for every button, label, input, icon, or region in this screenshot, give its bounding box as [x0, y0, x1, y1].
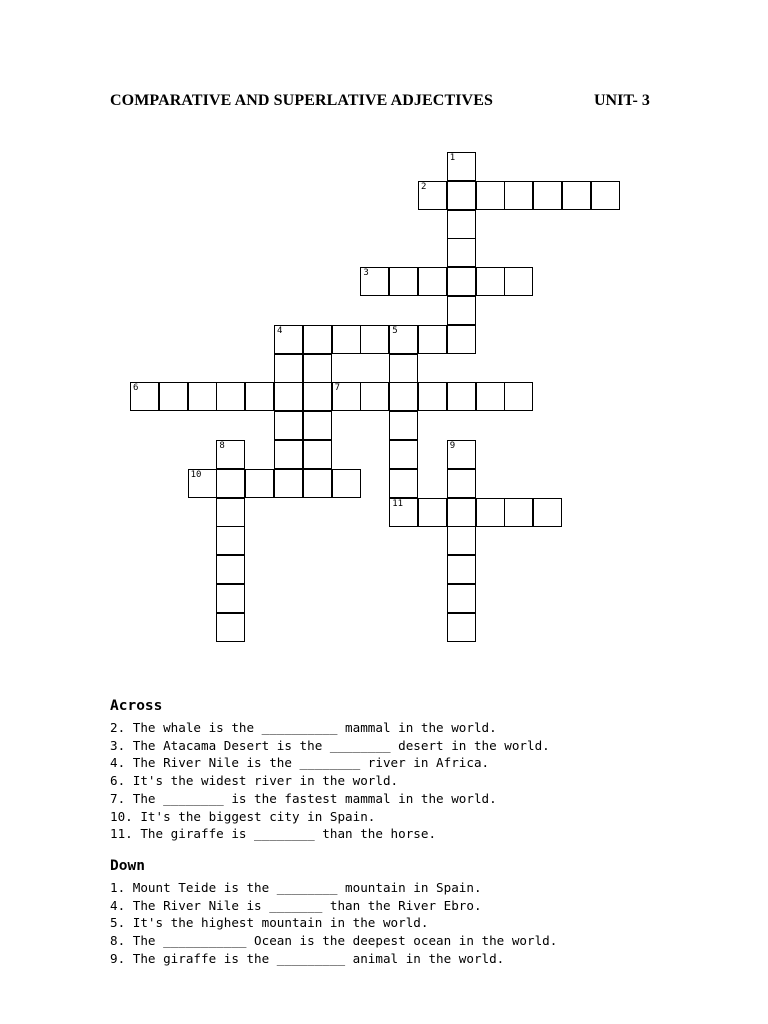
grid-cell[interactable] — [504, 267, 533, 296]
grid-cell[interactable] — [389, 354, 418, 383]
clue-item: 6. It's the widest river in the world. — [110, 773, 399, 789]
grid-cell[interactable] — [245, 382, 274, 411]
down-heading: Down — [110, 858, 145, 874]
clue-item: 1. Mount Teide is the ________ mountain in Spain. — [110, 880, 482, 895]
grid-cell[interactable] — [418, 382, 447, 411]
cell-number: 3 — [363, 268, 369, 279]
grid-cell[interactable] — [476, 498, 505, 527]
grid-cell[interactable] — [188, 382, 217, 411]
grid-cell[interactable] — [447, 613, 476, 642]
grid-cell[interactable] — [216, 526, 245, 555]
grid-cell[interactable] — [447, 296, 476, 325]
grid-cell[interactable] — [245, 469, 274, 498]
clue-item: 7. The ________ is the fastest mammal in the world. — [110, 790, 497, 806]
grid-cell[interactable] — [476, 382, 505, 411]
grid-cell[interactable] — [447, 469, 476, 498]
grid-cell[interactable] — [188, 469, 217, 498]
grid-cell[interactable] — [216, 555, 245, 584]
grid-cell[interactable] — [303, 440, 332, 469]
grid-cell[interactable] — [504, 498, 533, 527]
grid-cell[interactable] — [447, 181, 476, 210]
grid-cell[interactable] — [216, 382, 245, 411]
grid-cell[interactable] — [274, 382, 303, 411]
unit-label: UNIT- 3 — [594, 92, 650, 109]
grid-cell[interactable] — [332, 325, 361, 354]
grid-cell[interactable] — [389, 325, 418, 354]
grid-cell[interactable] — [504, 382, 533, 411]
grid-cell[interactable] — [216, 440, 245, 469]
grid-cell[interactable] — [389, 498, 418, 527]
grid-cell[interactable] — [303, 469, 332, 498]
clue-item: 10. It's the biggest city in Spain. — [110, 808, 376, 824]
cell-number: 8 — [219, 441, 225, 451]
grid-cell[interactable] — [389, 411, 418, 440]
clue-item: 4. The River Nile is the ________ river in Africa. — [110, 755, 490, 771]
across-heading: Across — [110, 698, 163, 714]
grid-cell[interactable] — [360, 382, 389, 411]
clue-item: 9. The giraffe is the _________ animal in the world. — [110, 950, 505, 966]
worksheet-title: COMPARATIVE AND SUPERLATIVE ADJECTIVES — [110, 92, 493, 109]
cell-number: 9 — [449, 441, 456, 451]
clue-item: 8. The ___________ Ocean is the deepest ocean in the world. — [110, 933, 558, 949]
clue-item: 11. The giraffe is ________ than the horse. — [110, 826, 437, 842]
grid-cell[interactable] — [447, 555, 476, 584]
grid-cell[interactable] — [216, 584, 245, 613]
grid-cell[interactable] — [533, 181, 562, 210]
cell-number: 5 — [392, 325, 398, 336]
cell-number: 7 — [334, 383, 341, 394]
grid-cell[interactable] — [332, 382, 361, 411]
grid-cell[interactable] — [389, 440, 418, 469]
grid-cell[interactable] — [274, 411, 303, 440]
grid-cell[interactable] — [216, 613, 245, 642]
grid-cell[interactable] — [274, 325, 303, 354]
grid-cell[interactable] — [360, 325, 389, 354]
grid-cell[interactable] — [447, 210, 476, 239]
grid-cell[interactable] — [216, 498, 245, 527]
grid-cell[interactable] — [389, 267, 418, 296]
grid-cell[interactable] — [476, 181, 505, 210]
grid-cell[interactable] — [447, 498, 476, 527]
grid-cell[interactable] — [389, 382, 418, 411]
across-clues — [110, 696, 550, 843]
grid-cell[interactable] — [303, 411, 332, 440]
grid-cell[interactable] — [418, 498, 447, 527]
grid-cell[interactable] — [216, 469, 245, 498]
grid-cell[interactable] — [447, 325, 476, 354]
down-clues — [110, 856, 557, 968]
grid-cell[interactable] — [447, 584, 476, 613]
grid-cell[interactable] — [130, 382, 159, 411]
clue-item: 5. It's the highest mountain in the world. — [110, 915, 429, 931]
grid-cell[interactable] — [447, 440, 476, 469]
grid-cell[interactable] — [533, 498, 562, 527]
grid-cell[interactable] — [504, 181, 533, 210]
grid-cell[interactable] — [447, 152, 476, 181]
grid-cell[interactable] — [274, 354, 303, 383]
cell-number: 6 — [133, 383, 139, 394]
grid-cell[interactable] — [418, 181, 447, 210]
grid-cell[interactable] — [591, 181, 620, 210]
grid-cell[interactable] — [562, 181, 591, 210]
cell-number: 11 — [392, 498, 404, 509]
grid-cell[interactable] — [159, 382, 188, 411]
cell-number: 4 — [277, 325, 283, 336]
grid-cell[interactable] — [476, 267, 505, 296]
grid-cell[interactable] — [447, 382, 476, 411]
grid-cell[interactable] — [360, 267, 389, 296]
grid-cell[interactable] — [389, 469, 418, 498]
grid-cell[interactable] — [447, 238, 476, 267]
grid-cell[interactable] — [303, 354, 332, 383]
grid-cell[interactable] — [418, 267, 447, 296]
grid-cell[interactable] — [332, 469, 361, 498]
grid-cell[interactable] — [303, 382, 332, 411]
clue-item: 4. The River Nile is _______ than the River Ebro. — [110, 897, 482, 913]
cell-number: 1 — [449, 153, 456, 163]
cell-number: 2 — [421, 181, 427, 192]
grid-cell[interactable] — [303, 325, 332, 354]
clue-item: 3. The Atacama Desert is the ________ desert in the world. — [110, 737, 550, 753]
grid-cell[interactable] — [447, 526, 476, 555]
cell-number: 10 — [190, 469, 202, 480]
grid-cell[interactable] — [274, 469, 303, 498]
grid-cell[interactable] — [418, 325, 447, 354]
grid-cell[interactable] — [447, 267, 476, 296]
clue-item: 2. The whale is the __________ mammal in the world. — [110, 720, 497, 735]
grid-cell[interactable] — [274, 440, 303, 469]
